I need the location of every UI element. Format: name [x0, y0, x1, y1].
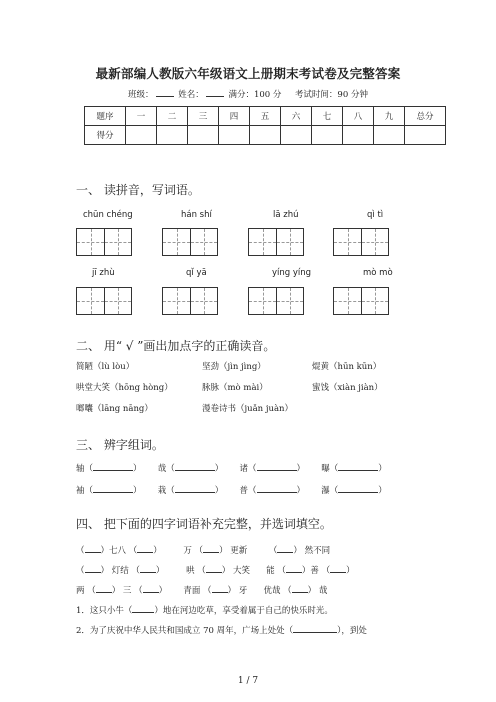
name-blank	[206, 88, 224, 97]
sentence-text: 1．这只小牛（	[76, 606, 133, 616]
char-suffix: ）	[133, 464, 142, 474]
answer-blank[interactable]	[96, 583, 112, 593]
pinyin-item: qǐ yā	[186, 268, 207, 278]
fill-sentence	[76, 623, 367, 636]
idiom-text: 能 （	[266, 566, 286, 576]
char-prefix: 哉（	[157, 464, 175, 474]
class-blank	[156, 88, 174, 97]
score-table	[84, 106, 446, 145]
answer-blank[interactable]	[137, 543, 153, 553]
answer-blank[interactable]	[257, 461, 297, 471]
page-number: 1 / 7	[237, 676, 259, 686]
char-prefix: 瀑（	[321, 486, 339, 496]
tian-box[interactable]	[333, 287, 361, 315]
tian-grid	[333, 287, 389, 315]
tian-box[interactable]	[190, 228, 218, 256]
reading-item: 简陋（lù lòu）	[76, 362, 135, 372]
idiom-text: ）	[155, 566, 165, 576]
pinyin-item: lā zhú	[273, 210, 299, 220]
score-cell[interactable]	[374, 126, 405, 145]
tian-grid	[248, 287, 304, 315]
tian-box[interactable]	[76, 228, 104, 256]
exam-time: 考试时间：90 分钟	[294, 90, 368, 100]
score-cell[interactable]	[250, 126, 281, 145]
idiom-text: 两 （	[76, 586, 96, 596]
char-prefix: 诸（	[239, 464, 257, 474]
score-header-row	[85, 107, 446, 126]
answer-blank[interactable]	[338, 461, 378, 471]
idiom-text: （	[268, 546, 278, 556]
reading-item: 坚劲（jìn jìng）	[202, 362, 266, 372]
score-header-cell: 一	[126, 107, 157, 126]
sentence-text: 2．为了庆祝中华人民共和国成立 70 周年，广场上处处（	[76, 626, 294, 636]
score-header-cell: 九	[374, 107, 405, 126]
reading-item: 漫卷诗书（juǎn juàn）	[202, 404, 294, 414]
pinyin-item: hán shí	[181, 210, 212, 220]
score-header-cell: 三	[188, 107, 219, 126]
tian-box[interactable]	[162, 287, 190, 315]
tian-grid	[248, 228, 304, 256]
pinyin-item: chūn chéng	[83, 210, 133, 220]
char-prefix: 普（	[239, 486, 257, 496]
score-cell[interactable]	[126, 126, 157, 145]
score-cell[interactable]	[219, 126, 250, 145]
pinyin-item: jī zhù	[92, 268, 115, 278]
idiom-text: 万 （	[183, 546, 204, 556]
char-suffix: ）	[378, 464, 387, 474]
answer-blank[interactable]	[212, 583, 228, 593]
full-score: 满分：100 分	[228, 90, 282, 100]
score-cell[interactable]	[312, 126, 343, 145]
idiom-text: ） 然不同	[293, 546, 331, 556]
tian-box[interactable]	[162, 228, 190, 256]
tian-grid	[76, 287, 132, 315]
answer-blank[interactable]	[140, 563, 156, 573]
tian-grid	[76, 228, 132, 256]
idiom-text: ）	[158, 586, 168, 596]
answer-blank[interactable]	[93, 483, 133, 493]
char-suffix: ）	[296, 464, 306, 474]
tian-box[interactable]	[104, 228, 132, 256]
page-title: 最新部编人教版六年级语文上册期末考试卷及完整答案	[95, 66, 401, 81]
section-2-title: 二、 用“ √ ”画出加点字的正确读音。	[76, 339, 276, 353]
score-header-cell: 四	[219, 107, 250, 126]
tian-box[interactable]	[190, 287, 218, 315]
score-cell[interactable]	[343, 126, 374, 145]
word-pair-row	[76, 461, 387, 474]
char-suffix: ）	[214, 486, 224, 496]
tian-grid	[333, 228, 389, 256]
reading-item: 焜黄（hūn kūn）	[312, 362, 382, 372]
section-3-title: 三、 辨字组词。	[76, 438, 164, 452]
idiom-row	[76, 583, 327, 596]
char-suffix: ）	[214, 464, 224, 474]
pinyin-item: yíng yíng	[272, 268, 312, 278]
score-cell[interactable]	[405, 126, 446, 145]
tian-box[interactable]	[361, 287, 389, 315]
idiom-text: ） 大笑	[221, 566, 250, 576]
tian-grid	[162, 287, 218, 315]
idiom-text: ）	[346, 566, 355, 576]
char-prefix: 栽（	[157, 486, 175, 496]
char-suffix: ）	[378, 486, 387, 496]
score-header-cell: 二	[157, 107, 188, 126]
section-4-title: 四、 把下面的四字词语补充完整，并选词填空。	[76, 517, 332, 531]
sentence-text: ），到处	[337, 626, 367, 636]
answer-blank[interactable]	[132, 603, 154, 613]
class-label: 班级：	[128, 90, 154, 100]
answer-blank[interactable]	[175, 461, 215, 471]
idiom-text: ）	[153, 546, 162, 556]
idiom-text: ）善 （	[301, 566, 331, 576]
score-value-row	[85, 126, 446, 145]
char-suffix: ）	[296, 486, 306, 496]
idiom-text: ） 哉	[307, 586, 328, 596]
tian-box[interactable]	[248, 287, 276, 315]
answer-blank[interactable]	[206, 563, 222, 573]
pinyin-item: mò mò	[363, 268, 393, 278]
answer-blank[interactable]	[85, 543, 101, 553]
char-prefix: 轴（	[76, 464, 94, 474]
tian-box[interactable]	[333, 228, 361, 256]
idiom-text: （	[76, 566, 85, 576]
idiom-text: 青面 （	[183, 586, 212, 596]
idiom-row	[76, 543, 330, 556]
idiom-text: 哄 （	[186, 566, 206, 576]
idiom-text: ） 三 （	[111, 586, 143, 596]
tian-box[interactable]	[276, 228, 304, 256]
score-cell[interactable]	[157, 126, 188, 145]
score-header-cell: 五	[250, 107, 281, 126]
answer-blank[interactable]	[93, 461, 133, 471]
word-pair-row	[76, 483, 387, 496]
score-cell[interactable]	[281, 126, 312, 145]
answer-blank[interactable]	[203, 543, 219, 553]
answer-blank[interactable]	[85, 563, 101, 573]
idiom-text: 优哉 （	[263, 586, 292, 596]
exam-info	[0, 88, 496, 100]
score-header-cell: 八	[343, 107, 374, 126]
tian-box[interactable]	[276, 287, 304, 315]
score-header-cell: 六	[281, 107, 312, 126]
reading-item: 哄堂大笑（hōng hòng）	[76, 383, 173, 393]
tian-box[interactable]	[248, 228, 276, 256]
tian-box[interactable]	[104, 287, 132, 315]
reading-item: 啷囔（lāng nāng）	[76, 404, 153, 414]
pinyin-item: qì tì	[367, 210, 384, 220]
answer-blank[interactable]	[257, 483, 297, 493]
score-header-cell: 题序	[85, 107, 126, 126]
answer-blank[interactable]	[286, 563, 302, 573]
idiom-row	[76, 563, 355, 576]
char-prefix: 袖（	[76, 486, 94, 496]
answer-blank[interactable]	[292, 583, 308, 593]
tian-box[interactable]	[361, 228, 389, 256]
score-header-cell: 总分	[405, 107, 446, 126]
tian-box[interactable]	[76, 287, 104, 315]
answer-blank[interactable]	[143, 583, 159, 593]
idiom-text: ） 更新	[219, 546, 248, 556]
answer-blank[interactable]	[293, 623, 337, 633]
idiom-text: ） 牙	[227, 586, 248, 596]
score-row-label: 得分	[85, 126, 126, 145]
answer-blank[interactable]	[277, 543, 293, 553]
reading-item: 蜜饯（xiàn jiàn）	[312, 383, 383, 393]
char-prefix: 曝（	[321, 464, 339, 474]
score-header-cell: 七	[312, 107, 343, 126]
section-1-title: 一、 读拼音，写词语。	[76, 183, 200, 197]
answer-blank[interactable]	[338, 483, 378, 493]
tian-grid	[162, 228, 218, 256]
fill-sentence	[76, 603, 333, 616]
answer-blank[interactable]	[330, 563, 346, 573]
answer-blank[interactable]	[175, 483, 215, 493]
reading-item: 脉脉（mò mài）	[202, 383, 268, 393]
score-cell[interactable]	[188, 126, 219, 145]
idiom-text: ）七八 （	[100, 546, 138, 556]
idiom-text: ） 灯结 （	[100, 566, 140, 576]
name-label: 姓名：	[178, 90, 204, 100]
sentence-text: ）地在河边吃草，享受着属于自己的快乐时光。	[154, 606, 333, 616]
idiom-text: （	[76, 546, 85, 556]
char-suffix: ）	[133, 486, 142, 496]
